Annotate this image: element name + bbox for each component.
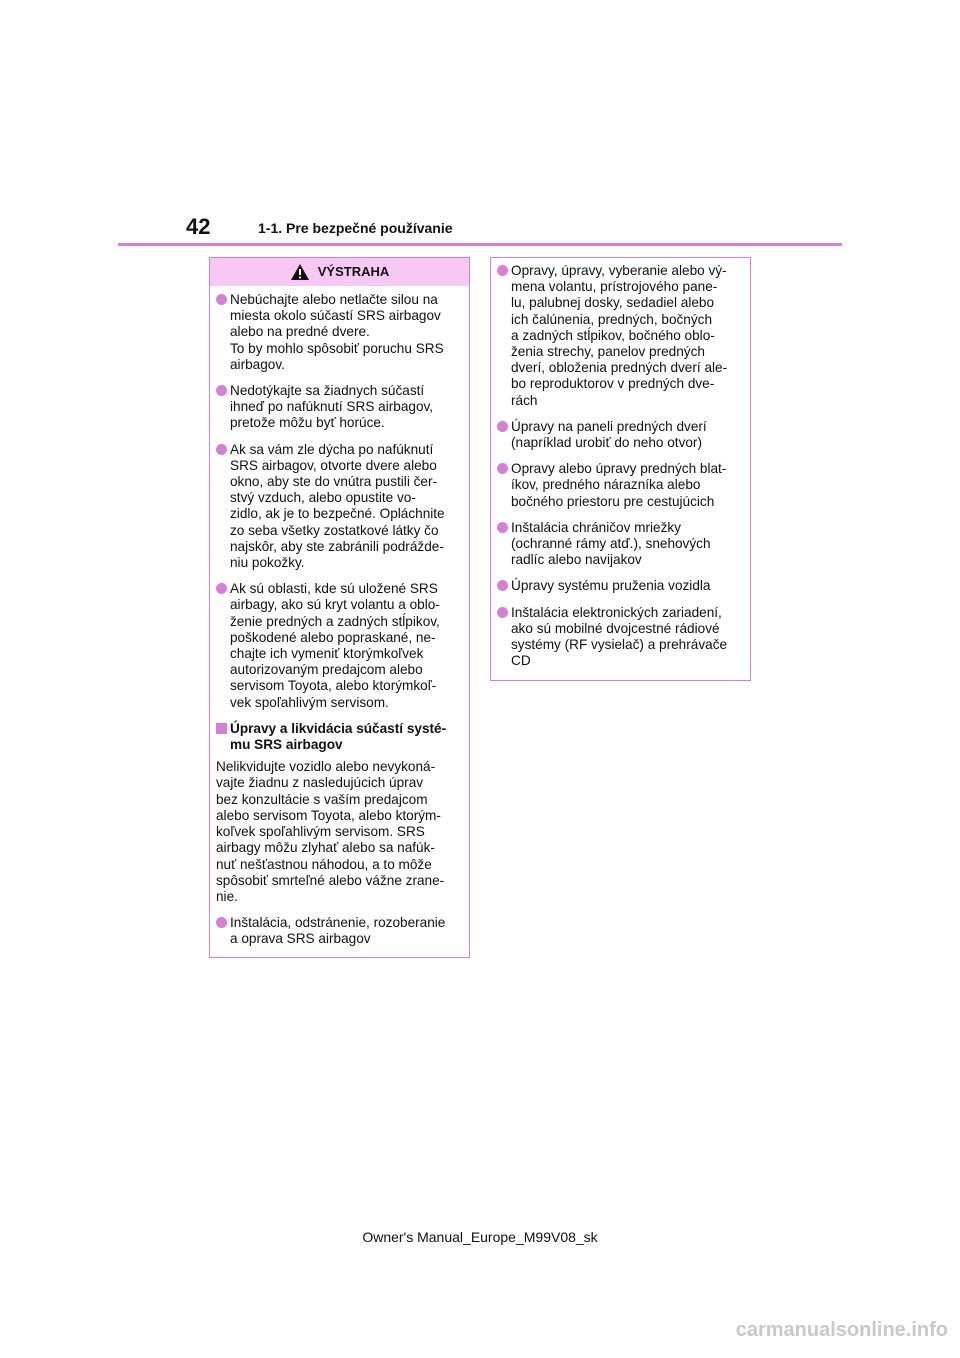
bullet-dot: [497, 580, 508, 591]
list-item-text: Opravy, úpravy, vyberanie alebo vý- mena volantu, prístrojového pane- lu, palubnej dosky, sedadiel alebo ich čalúnenia, predných, bočných a zadných stĺpikov, bočného oblo- ženia strechy, panelov predných dverí, obloženia predných dverí ale- bo reproduktorov v predných dve- rách: [511, 263, 728, 408]
page-number: 42: [186, 214, 211, 239]
subheading: [215, 721, 461, 753]
bullet-dot: [216, 583, 227, 594]
bullet-dot: [497, 421, 508, 432]
bullet-dot: [497, 522, 508, 533]
list-item: [215, 581, 461, 711]
bullet-dot: [216, 444, 227, 455]
list-item-text: Inštalácia chráničov mriežky (ochranné rámy atď.), snehových radlíc alebo navijakov: [511, 519, 711, 568]
list-item-text: Ak sú oblasti, kde sú uložené SRS airbagy, ako sú kryt volantu a oblo- ženie predných a zadných stĺpikov, poškodené alebo popraskané, ne- chajte ich vymeniť ktorýmkoľvek autorizovaným predajcom alebo servisom Toyota, alebo ktorýmkoľ- vek spoľahlivým servisom.: [230, 581, 440, 710]
bullet-dot: [497, 607, 508, 618]
list-item: [496, 461, 742, 510]
warning-box-right: [490, 257, 751, 681]
list-item: [496, 419, 742, 451]
subheading-text: Úpravy a likvidácia súčastí systé- mu SRS airbagov: [230, 720, 447, 753]
bullet-dot: [497, 265, 508, 276]
header-rule: [118, 243, 842, 246]
bullet-dot: [216, 917, 227, 928]
list-item-text: Nebúchajte alebo netlačte silou na miesta okolo súčastí SRS airbagov alebo na predné dvere. To by mohlo spôsobiť poruchu SRS airbagov.: [230, 292, 444, 372]
bullet-dot: [216, 294, 227, 305]
list-item: [496, 578, 742, 594]
left-column-body: [210, 286, 469, 948]
list-item-text: Inštalácia elektronických zariadení, ako sú mobilné dvojcestné rádiové systémy (RF vysielač) a prehrávače CD: [511, 604, 728, 669]
list-item-text: Nedotýkajte sa žiadnych súčastí ihneď po nafúknutí SRS airbagov, pretože môžu byť horúce.: [230, 383, 434, 431]
list-item-text: Úpravy systému pruženia vozidla: [511, 578, 711, 594]
bullet-dot: [497, 463, 508, 474]
list-item-text: Inštalácia, odstránenie, rozoberanie a oprava SRS airbagov: [230, 915, 446, 947]
list-item: [215, 442, 461, 572]
watermark: carmanualsonline.info: [735, 1319, 948, 1341]
warning-box-left: [209, 257, 470, 958]
list-item: [496, 520, 742, 569]
subheading-square: [216, 723, 227, 734]
list-item: [215, 383, 461, 432]
list-item-text: Ak sa vám zle dýcha po nafúknutí SRS airbagov, otvorte dvere alebo okno, aby ste do vnútra pustili čer- stvý vzduch, alebo opustite vo- zidlo, ak je to bezpečné. Opláchnite zo seba všetky zostatkové látky čo najskôr, aby ste zabránili podrážde- niu pokožky.: [230, 441, 445, 571]
warning-title: VÝSTRAHA: [317, 264, 390, 279]
list-item: [496, 263, 742, 409]
list-item: [215, 915, 461, 947]
right-column-body: [491, 258, 750, 669]
list-item: [496, 605, 742, 670]
footer-manual-name: Owner's Manual_Europe_M99V08_sk: [362, 1229, 598, 1245]
list-item: [215, 292, 461, 373]
bullet-dot: [216, 385, 227, 396]
list-item-text: Úpravy na paneli predných dverí (napríklad urobiť do neho otvor): [511, 418, 707, 451]
warning-header: [210, 258, 469, 286]
section-title: 1-1. Pre bezpečné používanie: [258, 220, 453, 236]
warning-triangle-icon: [290, 263, 310, 281]
list-item-text: Opravy alebo úpravy predných blat- íkov, predného nárazníka alebo bočného priestoru pre cestujúcich: [511, 461, 727, 509]
body-paragraph: Nelikvidujte vozidlo alebo nevykoná- vajte žiadnu z nasledujúcich úprav bez konzultácie s vaším predajcom alebo servisom Toyota, alebo ktorým- koľvek spoľahlivým servisom. SRS airbagy môžu zlyhať alebo sa nafúk- nuť nešťastnou náhodou, a to môže spôsobiť smrteľné alebo vážne zrane- nie.: [216, 759, 445, 904]
